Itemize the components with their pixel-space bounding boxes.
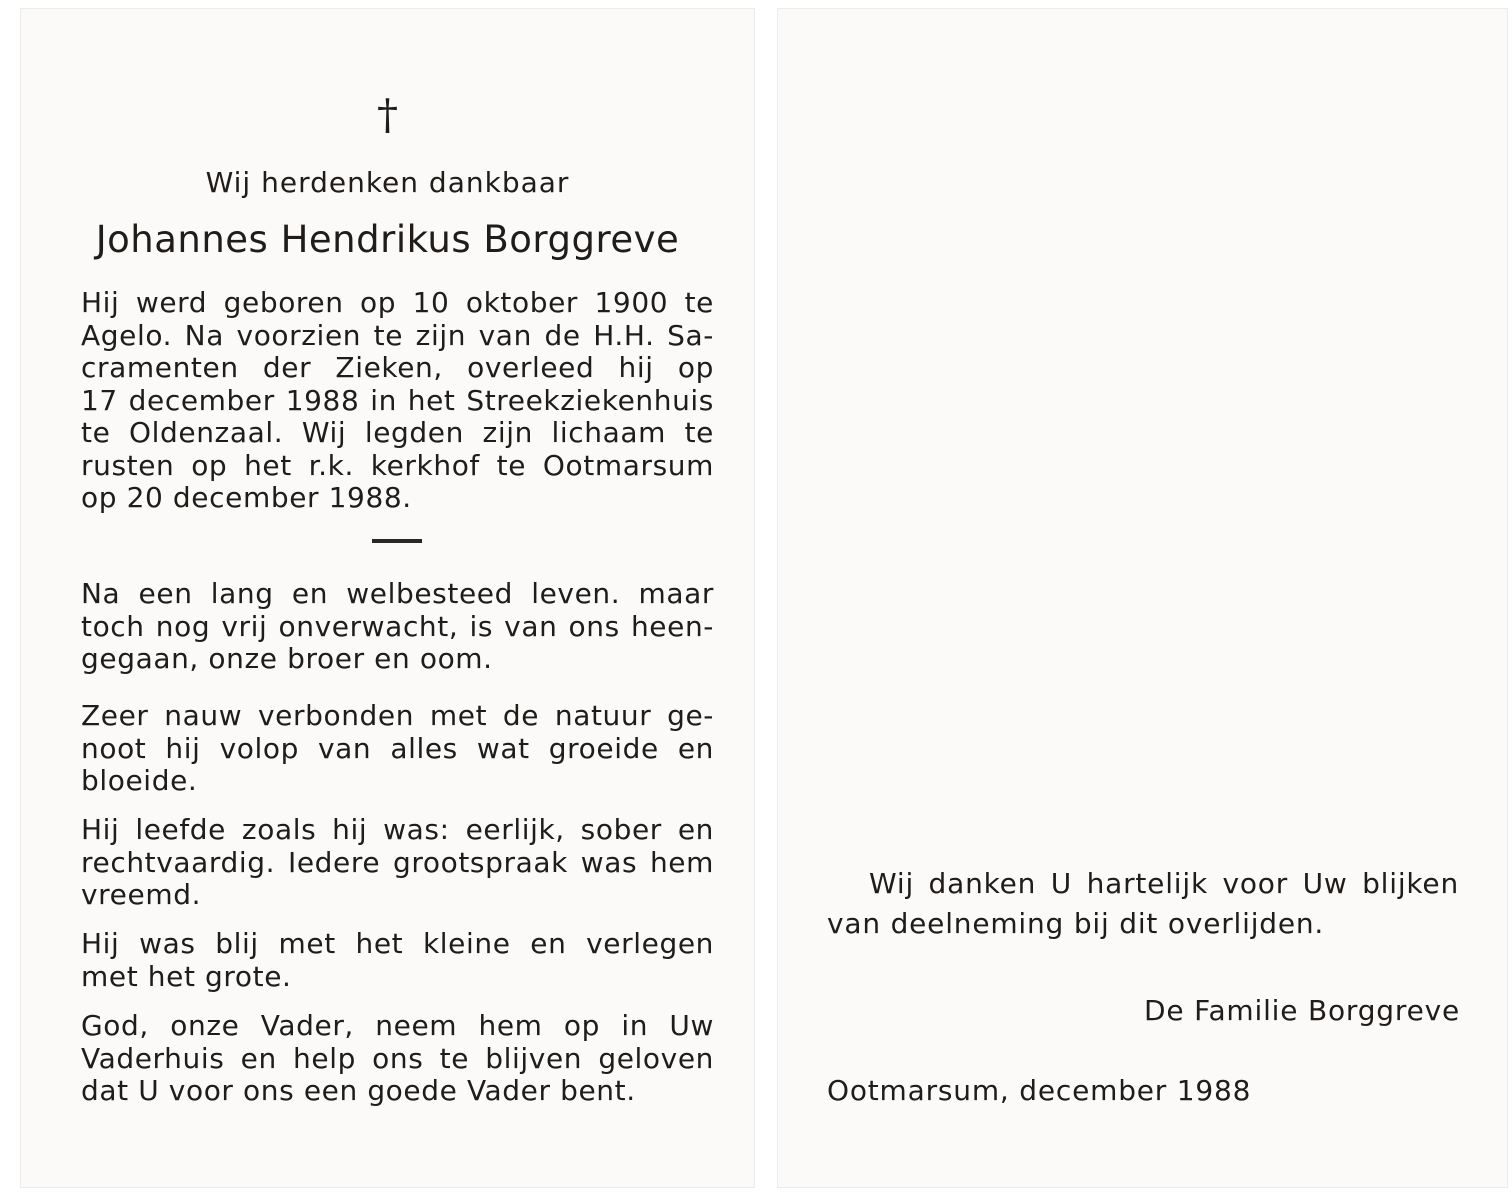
text-line: cramenten der Zieken, overleed hij op [81, 351, 714, 384]
cross-icon: † [377, 90, 398, 139]
text-line: bloeide. [81, 764, 198, 797]
prayer-paragraph [81, 1010, 714, 1108]
remembrance-heading: Wij herdenken dankbaar [205, 166, 570, 199]
thank-you-message [827, 864, 1459, 944]
text-line: Hij leefde zoals hij was: eerlijk, sober en [81, 813, 714, 846]
tribute-paragraph [81, 814, 714, 912]
tribute-paragraph [81, 928, 714, 993]
text-line: gegaan, onze broer en oom. [81, 642, 493, 675]
text-line: met het grote. [81, 959, 292, 993]
tribute-paragraph [81, 578, 714, 676]
text-line: rusten op het r.k. kerkhof te Ootmarsum [81, 448, 714, 482]
text-line: God, onze Vader, neem hem op in Uw [81, 1009, 714, 1042]
text-line: Na een lang en welbesteed leven. maar [81, 577, 714, 610]
tribute-paragraph [81, 700, 714, 798]
text-line: 17 december 1988 in het Streekziekenhuis [81, 383, 714, 417]
text-line: Agelo. Na voorzien te zijn van de H.H. Sa- [81, 318, 714, 352]
text-line: Hij was blij met het kleine en verlegen [81, 927, 714, 960]
text-line: te Oldenzaal. Wij legden zijn lichaam te [81, 416, 714, 449]
memorial-card-front [20, 8, 755, 1188]
text-line: van deelneming bij dit overlijden. [827, 907, 1325, 940]
text-line: rechtvaardig. Iedere grootspraak was hem [81, 845, 714, 879]
text-line: Vaderhuis en help ons te blijven geloven [81, 1041, 714, 1075]
text-line: noot hij volop van alles wat groeide en [81, 731, 714, 765]
text-line: Zeer nauw verbonden met de natuur ge- [81, 699, 714, 732]
family-signature: De Familie Borggreve [1144, 994, 1460, 1027]
text-line: Wij danken U hartelijk voor Uw blijken [869, 867, 1459, 900]
text-line: Hij werd geboren op 10 oktober 1900 te [81, 286, 714, 319]
deceased-name: Johannes Hendrikus Borggreve [95, 218, 680, 261]
place-and-date: Ootmarsum, december 1988 [827, 1074, 1252, 1107]
text-line: toch nog vrij onverwacht, is van ons heen- [81, 609, 714, 643]
section-divider [372, 539, 422, 543]
biography-paragraph [81, 287, 714, 515]
text-line: op 20 december 1988. [81, 481, 412, 514]
text-line: dat U voor ons een goede Vader bent. [81, 1074, 636, 1107]
text-line: vreemd. [81, 878, 202, 911]
memorial-card-back [777, 8, 1508, 1188]
